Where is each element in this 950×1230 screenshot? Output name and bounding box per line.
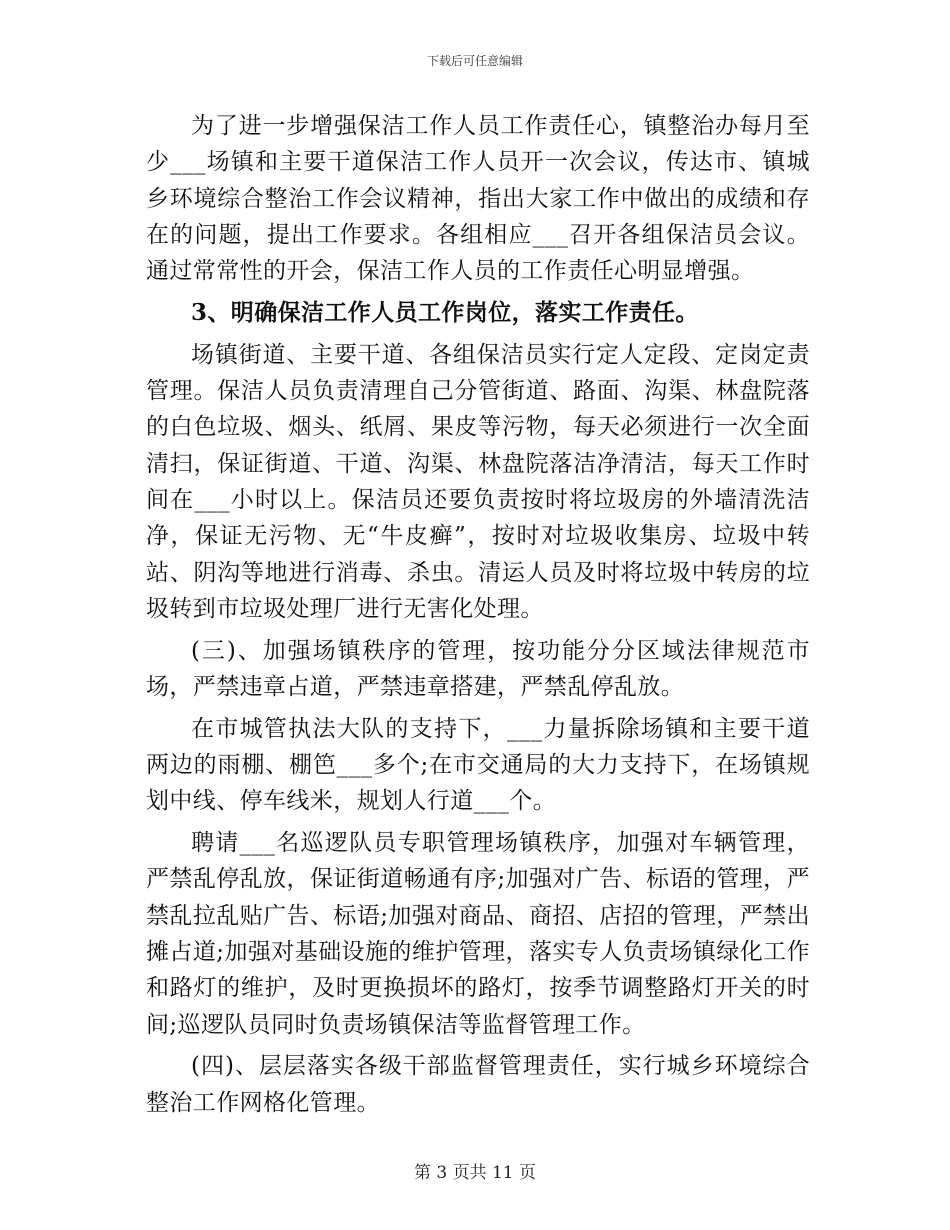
paragraph-meeting: 为了进一步增强保洁工作人员工作责任心，镇整治办每月至少___场镇和主要干道保洁工作人员开一次会议，传达市、镇城乡环境综合整治工作会议精神，指出大家工作中做出的成绩和存在的问题，提出工作要求。各组相应___召开各组保洁员会议。通过常常性的开会，保洁工作人员的工作责任心明显增强。 bbox=[146, 113, 810, 285]
page-footer: 第 3 页共 11 页 bbox=[413, 1163, 537, 1183]
page-header: 下载后可任意编辑 bbox=[426, 54, 523, 68]
paragraph-enforcement: 在市城管执法大队的支持下，___力量拆除场镇和主要干道两边的雨棚、棚笆___多个;在市交通局的大力支持下，在场镇规划中线、停车线米，规划人行道___个。 bbox=[146, 715, 810, 815]
paragraph-order-management: (三)、加强场镇秩序的管理，按功能分分区域法律规范市场，严禁违章占道，严禁违章搭建，严禁乱停乱放。 bbox=[146, 637, 810, 700]
paragraph-patrol: 聘请___名巡逻队员专职管理场镇秩序，加强对车辆管理，严禁乱停乱放，保证街道畅通有序;加强对广告、标语的管理，严禁乱拉乱贴广告、标语;加强对商品、商招、店招的管理，严禁出摊占道;加强对基础设施的维护管理，落实专人负责场镇绿化工作和路灯的维护，及时更换损坏的路灯，按季节调整路灯开关的时间;巡逻队员同时负责场镇保洁等监督管理工作。 bbox=[146, 830, 810, 1038]
section-heading-3: 3、明确保洁工作人员工作岗位，落实工作责任。 bbox=[191, 298, 699, 326]
document-body bbox=[146, 108, 810, 1127]
paragraph-grid-management: (四)、层层落实各级干部监督管理责任，实行城乡环境综合整治工作网格化管理。 bbox=[146, 1053, 810, 1116]
paragraph-cleaning-duties: 场镇街道、主要干道、各组保洁员实行定人定段、定岗定责管理。保洁人员负责清理自己分管街道、路面、沟渠、林盘院落的白色垃圾、烟头、纸屑、果皮等污物，每天必须进行一次全面清扫，保证街道、干道、沟渠、林盘院落洁净清洁，每天工作时间在___小时以上。保洁员还要负责按时将垃圾房的外墙清洗洁净，保证无污物、无“牛皮癣”，按时对垃圾收集房、垃圾中转站、阴沟等地进行消毒、杀虫。清运人员及时将垃圾中转房的垃圾转到市垃圾处理厂进行无害化处理。 bbox=[146, 341, 810, 622]
